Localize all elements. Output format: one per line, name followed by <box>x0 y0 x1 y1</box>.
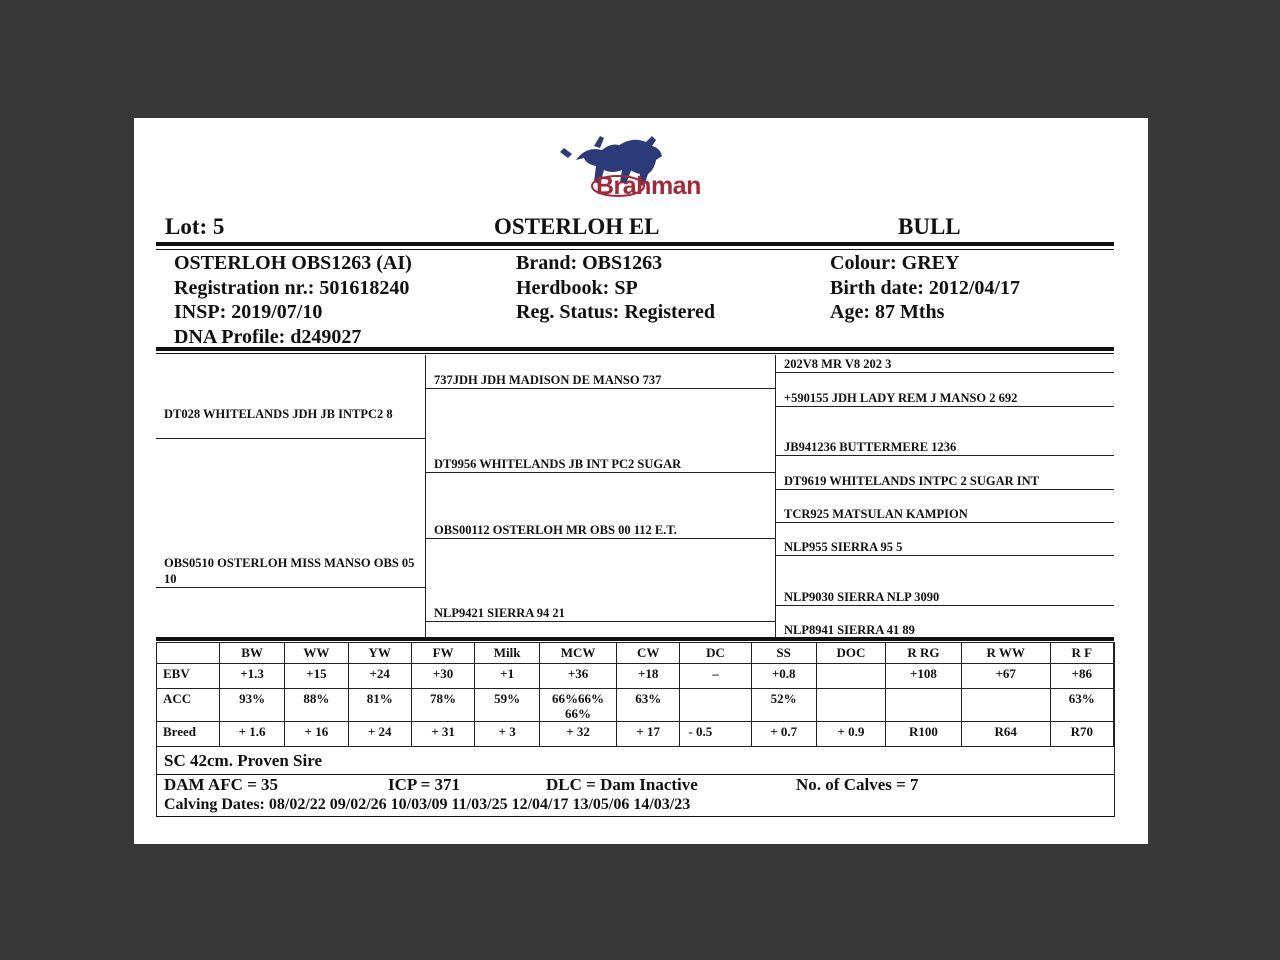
table-cell: 88% <box>285 689 348 722</box>
pedigree-ggp-7: NLP9030 SIERRA NLP 3090 <box>784 590 940 604</box>
row-label: EBV <box>157 664 220 689</box>
table-cell: +108 <box>886 664 962 689</box>
dam-afc: DAM AFC = 35 <box>164 775 279 794</box>
table-cell: + 0.7 <box>751 722 816 747</box>
header-divider-thin <box>156 249 1114 250</box>
remarks: SC 42cm. Proven Sire <box>164 751 323 770</box>
animal-info-col3 <box>830 251 1020 325</box>
table-cell: 81% <box>348 689 411 722</box>
header-cell: MCW <box>540 643 617 664</box>
ebv-table <box>156 642 1114 747</box>
header-cell <box>157 643 220 664</box>
header-cell: DOC <box>816 643 885 664</box>
pedigree-ggp-4: DT9619 WHITELANDS INTPC 2 SUGAR INT <box>784 474 1040 488</box>
header-cell: R F <box>1050 643 1113 664</box>
herdbook: Herdbook: SP <box>516 276 638 299</box>
sire-dam-line <box>425 472 775 473</box>
table-cell: + 16 <box>285 722 348 747</box>
table-cell: +24 <box>348 664 411 689</box>
ggp-line-4 <box>775 489 1114 490</box>
table-cell: R100 <box>886 722 962 747</box>
table-cell: 59% <box>475 689 540 722</box>
header-cell: YW <box>348 643 411 664</box>
header-cell: Milk <box>475 643 540 664</box>
number-of-calves: No. of Calves = 7 <box>796 775 919 794</box>
table-cell: + 0.9 <box>816 722 885 747</box>
table-cell: 66%66% 66% <box>540 689 617 722</box>
dam-line <box>156 587 426 588</box>
table-cell: R64 <box>961 722 1050 747</box>
lot-number: Lot: 5 <box>165 214 225 239</box>
header-cell: WW <box>285 643 348 664</box>
table-cell: +15 <box>285 664 348 689</box>
ggp-line-3 <box>775 455 1114 456</box>
bracket-col3 <box>775 355 776 637</box>
table-cell <box>816 664 885 689</box>
table-cell: +1.3 <box>220 664 285 689</box>
table-cell: – <box>680 664 751 689</box>
pedigree-sire-sire: 737JDH JDH MADISON DE MANSO 737 <box>434 373 662 387</box>
table-cell: + 17 <box>617 722 680 747</box>
dam-dam-line <box>425 621 775 622</box>
animal-info-col1 <box>174 251 412 349</box>
dam-sire-line <box>425 538 775 539</box>
ggp-line-7 <box>775 605 1114 606</box>
acc-row <box>157 689 1114 722</box>
birth-date: Birth date: 2012/04/17 <box>830 276 1020 299</box>
calving-dates: Calving Dates: 08/02/22 09/02/26 10/03/09 11/03/25 12/04/17 13/05/06 14/03/23 <box>164 796 691 813</box>
info-divider <box>156 347 1114 351</box>
pedigree-dam: OBS0510 OSTERLOH MISS MANSO OBS 05 10 <box>164 556 415 586</box>
table-cell: + 31 <box>411 722 474 747</box>
table-cell: R70 <box>1050 722 1113 747</box>
table-cell <box>680 689 751 722</box>
catalogue-card <box>134 118 1148 844</box>
info-divider-thin <box>156 353 1114 354</box>
table-cell: +18 <box>617 664 680 689</box>
table-cell <box>961 689 1050 722</box>
ggp-line-5 <box>775 522 1114 523</box>
pedigree-ggp-5: TCR925 MATSULAN KAMPION <box>784 507 968 521</box>
row-label: Breed <box>157 722 220 747</box>
colour: Colour: GREY <box>830 252 960 274</box>
sire-sire-line <box>425 388 775 389</box>
registration-number: Registration nr.: 501618240 <box>174 276 410 299</box>
table-cell: +0.8 <box>751 664 816 689</box>
header-cell: DC <box>680 643 751 664</box>
ebv-header-row <box>157 643 1114 664</box>
footer-left-border <box>156 642 157 817</box>
icp: ICP = 371 <box>388 775 461 794</box>
animal-name: OSTERLOH EL <box>494 214 660 239</box>
pedigree-dam-sire: OBS00112 OSTERLOH MR OBS 00 112 E.T. <box>434 523 677 537</box>
table-cell: 52% <box>751 689 816 722</box>
table-cell: 63% <box>617 689 680 722</box>
table-cell: +30 <box>411 664 474 689</box>
table-cell <box>886 689 962 722</box>
footer-right-border <box>1114 642 1115 817</box>
table-cell <box>816 689 885 722</box>
table-cell: +67 <box>961 664 1050 689</box>
breed-row <box>157 722 1114 747</box>
pedigree-ggp-8: NLP8941 SIERRA 41 89 <box>784 623 915 637</box>
ebv-row <box>157 664 1114 689</box>
ggp-line-1 <box>775 372 1114 373</box>
pedigree-ggp-1: 202V8 MR V8 202 3 <box>784 357 892 371</box>
ggp-line-2 <box>775 406 1114 407</box>
header-divider <box>156 242 1114 246</box>
table-cell: + 32 <box>540 722 617 747</box>
pedigree-ggp-2: +590155 JDH LADY REM J MANSO 2 692 <box>784 391 1018 405</box>
pedigree-ggp-3: JB941236 BUTTERMERE 1236 <box>784 440 957 454</box>
dna-profile: DNA Profile: d249027 <box>174 325 362 348</box>
table-cell: 93% <box>220 689 285 722</box>
header-cell: CW <box>617 643 680 664</box>
table-cell: - 0.5 <box>680 722 751 747</box>
brand: Brand: OBS1263 <box>516 252 663 274</box>
dlc: DLC = Dam Inactive <box>546 775 698 794</box>
pedigree-sire: DT028 WHITELANDS JDH JB INTPC2 8 <box>164 407 393 421</box>
header-cell: BW <box>220 643 285 664</box>
pedigree-divider <box>156 637 1114 641</box>
table-cell: +36 <box>540 664 617 689</box>
sire-line <box>156 438 426 439</box>
header-cell: R RG <box>886 643 962 664</box>
header-cell: SS <box>751 643 816 664</box>
animal-info-col2 <box>516 251 715 325</box>
ggp-line-6 <box>775 555 1114 556</box>
table-cell: + 24 <box>348 722 411 747</box>
age: Age: 87 Mths <box>830 301 945 323</box>
logo-text: Brahman <box>596 172 701 200</box>
table-cell: +1 <box>475 664 540 689</box>
inspection-date: INSP: 2019/07/10 <box>174 301 323 323</box>
table-cell: 63% <box>1050 689 1113 722</box>
animal-type: BULL <box>898 214 961 239</box>
table-cell: + 1.6 <box>220 722 285 747</box>
registered-name: OSTERLOH OBS1263 (AI) <box>174 252 412 274</box>
table-cell: + 3 <box>475 722 540 747</box>
header-cell: R WW <box>961 643 1050 664</box>
pedigree-dam-dam: NLP9421 SIERRA 94 21 <box>434 606 565 620</box>
brahman-logo <box>558 130 714 202</box>
bracket-col2 <box>425 355 426 637</box>
table-cell: 78% <box>411 689 474 722</box>
reg-status: Reg. Status: Registered <box>516 301 716 323</box>
header-cell: FW <box>411 643 474 664</box>
pedigree-ggp-6: NLP955 SIERRA 95 5 <box>784 540 903 554</box>
row-label: ACC <box>157 689 220 722</box>
footer-bottom-rule <box>156 816 1114 817</box>
pedigree-sire-dam: DT9956 WHITELANDS JB INT PC2 SUGAR <box>434 457 682 471</box>
table-cell: +86 <box>1050 664 1113 689</box>
